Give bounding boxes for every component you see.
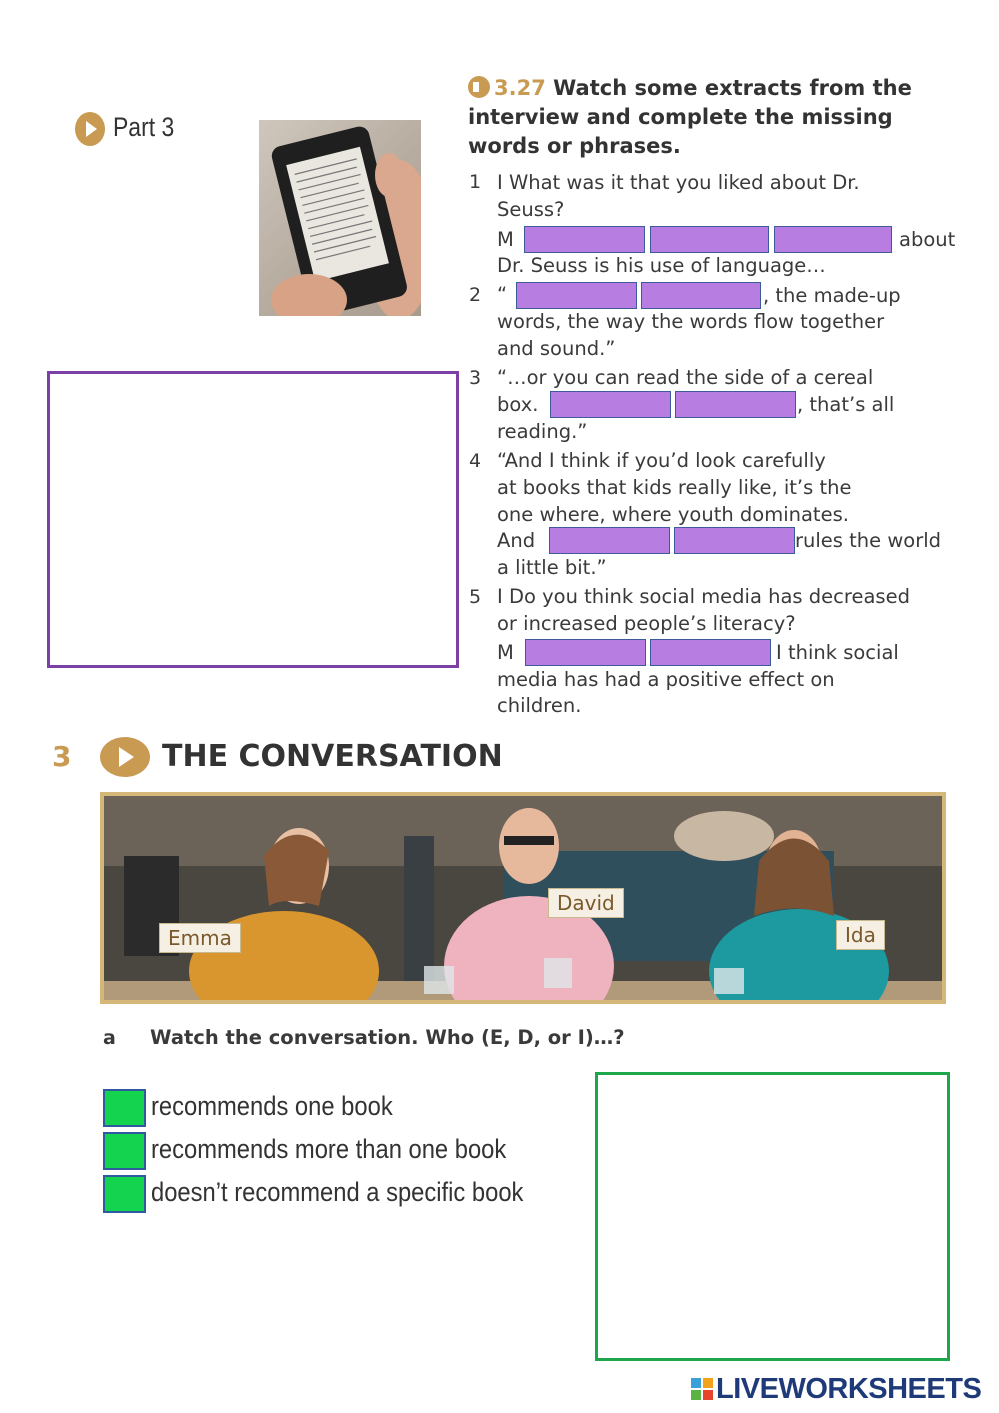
item-text: , the made-up <box>763 284 901 307</box>
instruction-line: interview and complete the missing <box>468 105 893 129</box>
item-text: I What was it that you liked about Dr. <box>497 171 860 194</box>
blank-input[interactable] <box>525 639 646 666</box>
blank-input[interactable] <box>650 226 769 253</box>
exercise-number: 3.27 <box>494 76 546 100</box>
option-label: doesn’t recommend a specific book <box>151 1177 524 1207</box>
item-text: “…or you can read the side of a cereal <box>497 366 874 389</box>
item-text: rules the world <box>795 529 942 552</box>
item-number: 3 <box>469 367 482 389</box>
blank-input[interactable] <box>549 527 670 554</box>
blank-input[interactable] <box>516 282 637 309</box>
item-text: reading.” <box>497 420 588 443</box>
speaker-label: M <box>497 641 514 664</box>
blank-input[interactable] <box>641 282 761 309</box>
speaker-label: M <box>497 228 514 251</box>
item-number: 5 <box>469 586 482 608</box>
question-text: Watch the conversation. Who (E, D, or I)…? <box>150 1026 625 1049</box>
item-text: media has had a positive effect on <box>497 668 835 691</box>
answer-drop-area[interactable] <box>595 1072 950 1361</box>
item-text: children. <box>497 694 582 717</box>
item-text: or increased people’s literacy? <box>497 612 796 635</box>
play-icon <box>100 737 150 777</box>
blank-input[interactable] <box>524 226 645 253</box>
item-text: Dr. Seuss is his use of language… <box>497 254 826 277</box>
kindle-photo <box>259 120 421 316</box>
play-icon <box>75 112 105 146</box>
item-number: 1 <box>469 171 482 193</box>
answer-box[interactable] <box>103 1089 146 1127</box>
name-tag-david: David <box>548 888 624 918</box>
answer-drop-area[interactable] <box>47 371 459 668</box>
exercise-instruction <box>468 74 968 161</box>
item-number: 2 <box>469 284 482 306</box>
audio-icon[interactable] <box>468 76 490 98</box>
blank-input[interactable] <box>675 391 796 418</box>
blank-input[interactable] <box>674 527 795 554</box>
item-text: I think social <box>776 641 899 664</box>
liveworksheets-logo-icon <box>691 1378 713 1400</box>
item-text: and sound.” <box>497 337 616 360</box>
part-label: Part 3 <box>113 112 175 142</box>
item-text: “ <box>497 283 508 306</box>
item-text: at books that kids really like, it’s the <box>497 476 852 499</box>
section-number: 3 <box>52 740 72 773</box>
item-text: box. <box>497 393 539 416</box>
item-number: 4 <box>469 450 482 472</box>
name-tag-ida: Ida <box>836 920 885 950</box>
instruction-line: words or phrases. <box>468 134 681 158</box>
item-text: , that’s all <box>797 393 895 416</box>
option-label: recommends one book <box>151 1091 393 1121</box>
blank-input[interactable] <box>550 391 671 418</box>
instruction-line: Watch some extracts from the <box>553 76 912 100</box>
answer-box[interactable] <box>103 1175 146 1213</box>
item-text: Seuss? <box>497 198 565 221</box>
item-text: “And I think if you’d look carefully <box>497 449 826 472</box>
blank-input[interactable] <box>774 226 892 253</box>
answer-box[interactable] <box>103 1132 146 1170</box>
item-text: words, the way the words flow together <box>497 310 885 333</box>
item-text: about <box>899 228 956 251</box>
blank-input[interactable] <box>650 639 771 666</box>
brand-logo[interactable]: LIVEWORKSHEETS <box>716 1373 982 1405</box>
option-label: recommends more than one book <box>151 1134 507 1164</box>
conversation-photo <box>100 792 946 1004</box>
name-tag-emma: Emma <box>159 923 241 953</box>
item-text: a little bit.” <box>497 556 607 579</box>
conversation-illustration <box>104 796 942 1000</box>
item-text: one where, where youth dominates. <box>497 503 849 526</box>
item-text: I Do you think social media has decreased <box>497 585 910 608</box>
item-text: And <box>497 529 536 552</box>
question-letter: a <box>103 1027 116 1049</box>
section-title: THE CONVERSATION <box>162 739 503 774</box>
kindle-illustration <box>259 120 421 316</box>
